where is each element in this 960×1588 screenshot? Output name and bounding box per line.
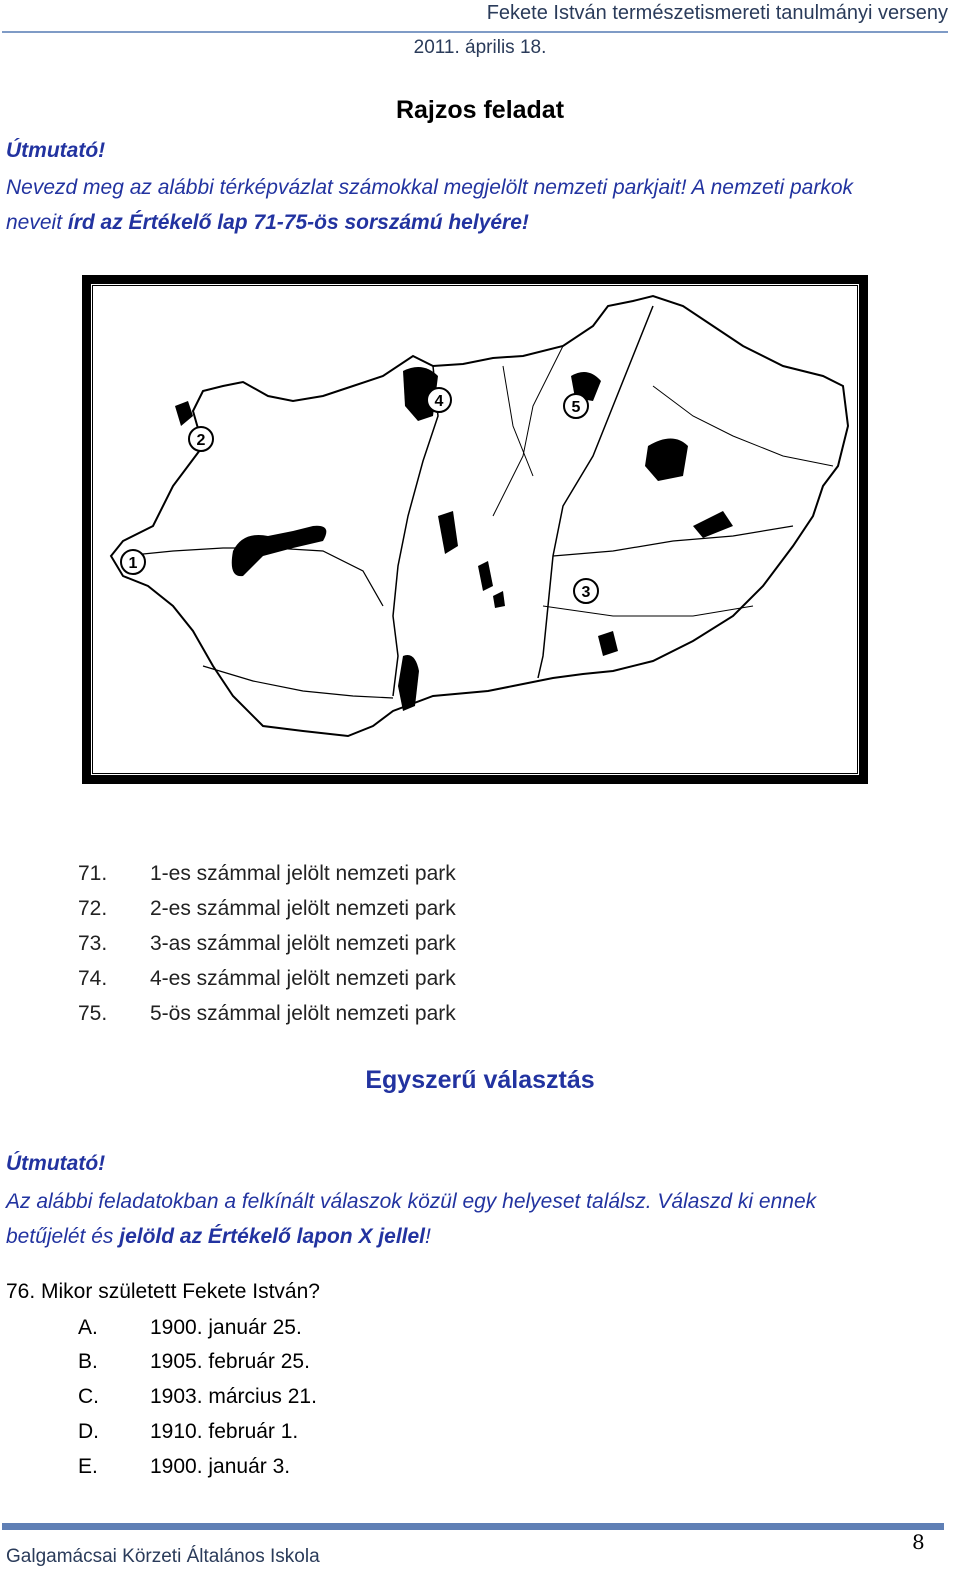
park-blob-1 [232, 526, 327, 576]
task1-instruction-label: Útmutató! [6, 139, 106, 162]
task1-instruction [6, 170, 948, 240]
page-number: 8 [912, 1530, 925, 1554]
river-koros [553, 526, 793, 556]
river-zagyva [503, 366, 533, 476]
option-a: A. 1900. január 25. [78, 1316, 302, 1339]
header-title: Fekete István természetismereti tanulmányi verseny [486, 2, 948, 24]
country-border [111, 296, 848, 736]
task2-instruction-line2: betűjelét és jelöld az Értékelő lapon X jellel! [6, 1225, 431, 1248]
svg-text:3: 3 [581, 584, 591, 601]
option-d: D. 1910. február 1. [78, 1420, 299, 1443]
svg-text:5: 5 [571, 399, 581, 416]
svg-text:1: 1 [128, 555, 138, 572]
answer-item-75: 75. 5-ös számmal jelölt nemzeti park [78, 1002, 456, 1025]
task2-instruction [6, 1184, 948, 1254]
task1-title: Rajzos feladat [395, 96, 565, 124]
option-e: E. 1900. január 3. [78, 1455, 291, 1478]
hungary-map [90, 283, 860, 776]
answer-item-74: 74. 4-es számmal jelölt nemzeti park [78, 967, 456, 990]
task2-title: Egyszerű választás [365, 1066, 595, 1094]
task1-instruction-line2: neveit írd az Értékelő lap 71-75-ös sorszámú helyére! [6, 211, 529, 234]
park-blob-bukk [645, 439, 688, 482]
map-marker-3 [574, 579, 598, 603]
map-marker-2 [189, 427, 213, 451]
question-76: 76. Mikor született Fekete István? [6, 1280, 320, 1303]
footer-divider [2, 1523, 944, 1530]
park-blob-kiskunsag-a [438, 511, 458, 554]
task1-instruction-line1: Nevezd meg az alábbi térképvázlat számokkal megjelölt nemzeti parkjait! A nemzeti parkok [6, 176, 853, 199]
svg-text:2: 2 [196, 432, 206, 449]
header-divider [2, 31, 948, 33]
answer-item-71: 71. 1-es számmal jelölt nemzeti park [78, 862, 456, 885]
park-blob-2 [175, 401, 193, 426]
park-blob-koros-maros [598, 631, 618, 656]
header-date: 2011. április 18. [413, 37, 547, 58]
footer-school: Galgamácsai Körzeti Általános Iskola [6, 1546, 320, 1567]
map-marker-4 [427, 388, 451, 412]
park-blob-kiskunsag-c [493, 591, 505, 608]
answer-item-73: 73. 3-as számmal jelölt nemzeti park [78, 932, 456, 955]
answer-item-72: 72. 2-es számmal jelölt nemzeti park [78, 897, 456, 920]
map-sketch [93, 286, 857, 773]
park-blob-kiskunsag-b [478, 561, 493, 591]
option-c: C. 1903. március 21. [78, 1385, 317, 1408]
option-b: B. 1905. február 25. [78, 1350, 310, 1373]
task2-instruction-line1: Az alábbi feladatokban a felkínált válaszok közül egy helyeset találsz. Válaszd ki ennek [6, 1190, 817, 1213]
park-blob-hortobagy [693, 511, 733, 538]
task2-instruction-label: Útmutató! [6, 1152, 106, 1175]
svg-text:4: 4 [434, 393, 444, 410]
map-marker-5 [564, 394, 588, 418]
map-figure [82, 275, 868, 784]
map-marker-1 [121, 550, 145, 574]
river-maros [543, 606, 753, 616]
